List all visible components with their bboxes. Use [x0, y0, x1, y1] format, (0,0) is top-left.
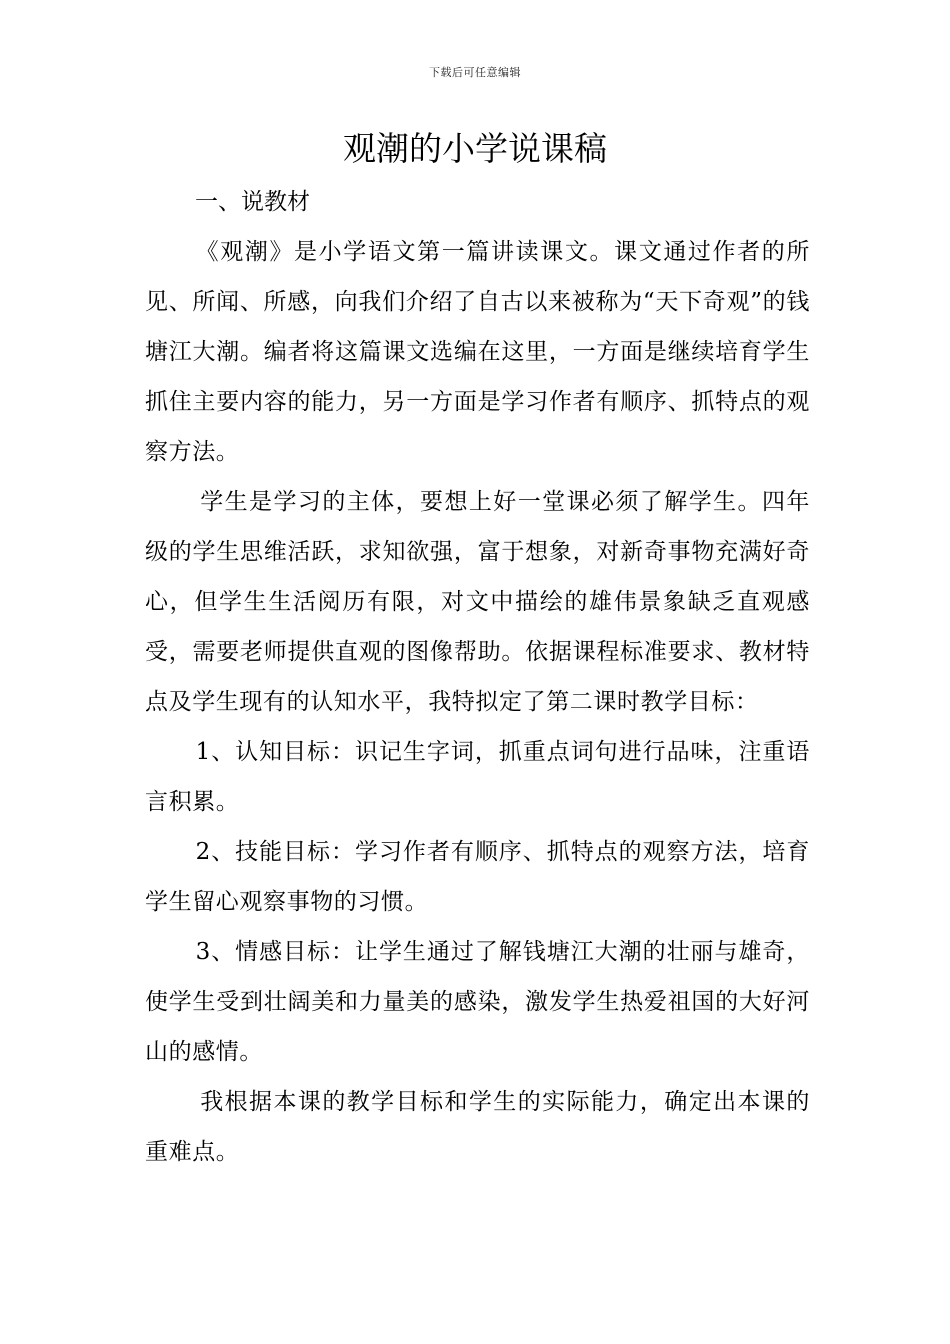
paragraph-goal-emotion: 3、情感目标：让学生通过了解钱塘江大潮的壮丽与雄奇，使学生受到壮阔美和力量美的感染，激发学生热爱祖国的大好河山的感情。	[145, 939, 810, 1065]
header-note: 下载后可任意编辑	[429, 66, 521, 79]
paragraph-key-points: 我根据本课的教学目标和学生的实际能力，确定出本课的重难点。	[145, 1089, 810, 1165]
paragraph-students: 学生是学习的主体，要想上好一堂课必须了解学生。四年级的学生思维活跃，求知欲强，富于想象，对新奇事物充满好奇心，但学生生活阅历有限，对文中描绘的雄伟景象缺乏直观感受，需要老师提供直观的图像帮助。依据课程标准要求、教材特点及学生现有的认知水平，我特拟定了第二课时教学目标：	[145, 489, 810, 715]
paragraph-goal-skill: 2、技能目标：学习作者有顺序、抓特点的观察方法，培育学生留心观察事物的习惯。	[145, 839, 810, 915]
document-body	[145, 177, 810, 1177]
paragraph-goal-cognitive: 1、认知目标：识记生字词，抓重点词句进行品味，注重语言积累。	[145, 739, 810, 815]
paragraph-intro: 《观潮》是小学语文第一篇讲读课文。课文通过作者的所见、所闻、所感，向我们介绍了自古以来被称为“天下奇观”的钱塘江大潮。编者将这篇课文选编在这里，一方面是继续培育学生抓住主要内容的能力，另一方面是学习作者有顺序、抓特点的观察方法。	[145, 239, 810, 465]
section-heading: 一、说教材	[195, 189, 310, 215]
document-title: 观潮的小学说课稿	[343, 129, 607, 168]
